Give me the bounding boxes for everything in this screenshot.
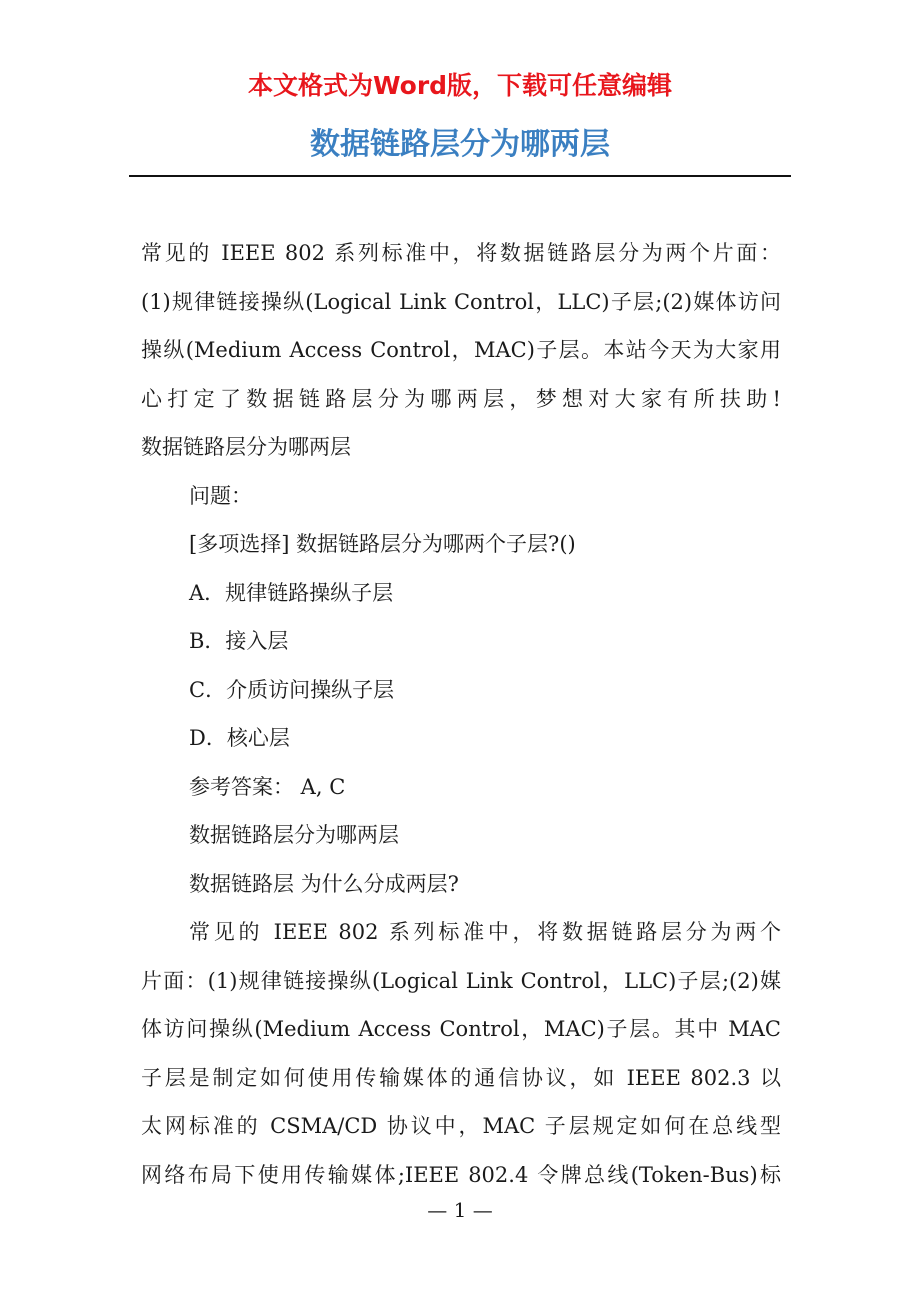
paragraph-line: 太网标准的 CSMA/CD 协议中，MAC 子层规定如何在总线型	[141, 1114, 781, 1138]
option-d: D．核心层	[189, 726, 290, 750]
reference-answer: 参考答案： A, C	[189, 774, 346, 799]
option-a: A．规律链路操纵子层	[189, 580, 394, 605]
question-label: 问题：	[189, 483, 252, 508]
option-b: B．接入层	[189, 629, 289, 653]
section-heading: 数据链路层 为什么分成两层?	[189, 871, 459, 896]
paragraph-line: 操纵(Medium Access Control，MAC)子层。本站今天为大家用	[141, 338, 781, 362]
title-divider	[129, 175, 791, 177]
paragraph-line: 网络布局下使用传输媒体;IEEE 802.4 令牌总线(Token-Bus)标	[141, 1162, 781, 1187]
paragraph-line: 数据链路层分为哪两层	[141, 435, 351, 459]
format-notice-banner: 本文格式为Word版，下载可任意编辑	[247, 71, 673, 100]
option-c: C．介质访问操纵子层	[189, 677, 395, 702]
paragraph-line: 常见的 IEEE 802 系列标准中，将数据链路层分为两个片面：	[141, 241, 781, 265]
document-body	[141, 229, 781, 1199]
section-heading: 数据链路层分为哪两层	[189, 823, 399, 847]
paragraph-line: (1)规律链接操纵(Logical Link Control，LLC)子层;(2)媒体访问	[141, 289, 781, 314]
paragraph-line: 心打定了数据链路层分为哪两层，梦想对大家有所扶助!	[141, 386, 781, 411]
paragraph-line: 体访问操纵(Medium Access Control，MAC)子层。其中 MAC	[141, 1017, 781, 1041]
page-number: — 1 —	[427, 1198, 493, 1222]
paragraph-line: 子层是制定如何使用传输媒体的通信协议，如 IEEE 802.3 以	[141, 1065, 781, 1090]
paragraph-line: 片面：(1)规律链接操纵(Logical Link Control，LLC)子层;(2)媒	[141, 968, 781, 993]
question-text: [多项选择] 数据链路层分为哪两个子层?()	[189, 532, 576, 556]
page-title: 数据链路层分为哪两层	[310, 127, 610, 162]
paragraph-line: 常见的 IEEE 802 系列标准中，将数据链路层分为两个	[189, 920, 781, 944]
